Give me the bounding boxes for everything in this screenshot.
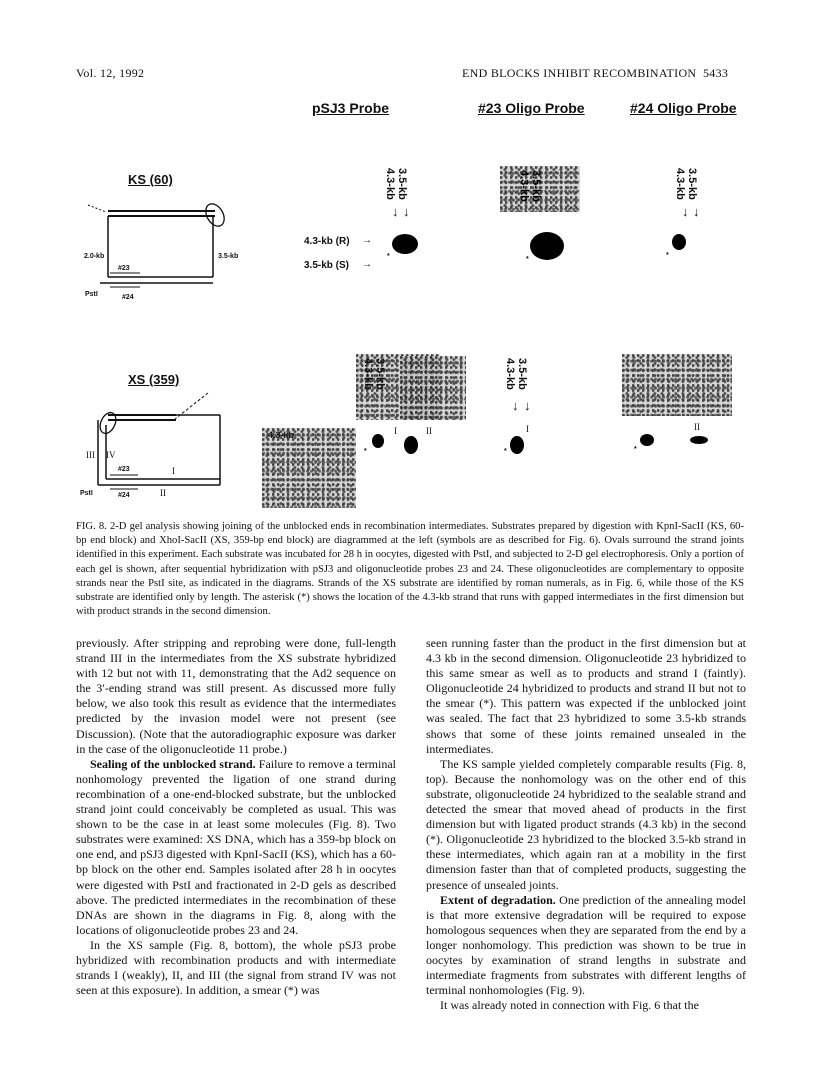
paragraph-text: Failure to remove a terminal nonhomology prevented the ligation of one strand during recombination of a one-end-blocked substrate, but the unblocked strand joint could conceivably be completed as usual. This was shown to be the case in at least some molecules (Fig. 8). Two substrates were examined: XS DNA, which has a 359-bp block on one end, and pSJ3 digested with KpnI-SacII (KS), which has a 60-bp block on the other end. Samples isolated after 28 h in oocytes were digested with PstI and fractionated in 2-D gels as described above. The predicted intermediates in the recombination of these DNAs are shown in the diagrams in Fig. 8, along with the locations of oligonucleotide probes 23 and 24. xyxy=(76,756,397,937)
page-number: 5433 xyxy=(703,66,729,80)
asterisk-marker: * xyxy=(364,448,367,455)
paragraph-text: One prediction of the annealing model is that more extensive degradation will be required to expose homologous sequences when they are separated from the end by a longer nonhomology. This prediction was shown to be true in oocytes by examination of strand lengths in substrate and intermediate fragments from substrates with different lengths of terminal nonhomologies (Fig. 9). xyxy=(426,892,746,998)
figure-caption: FIG. 8. 2-D gel analysis showing joining of the unblocked ends in recombination intermediates. Substrates prepared by digestion with KpnI-SacII (KS, 60-bp end block) and XhoI-SacII (XS, 359-bp end block) are diagrammed at the left (symbols are as described for Fig. 6). Ovals surround the strand joints identified in this experiment. Each substrate was incubated for 28 h in oocytes, digested with PstI, and subjected to 2-D gel electrophoresis. Only a portion of each gel is shown, after sequential hybridization with pSJ3 and oligonucleotide probes 23 and 24. These oligonucleotides are complementary to opposite strands near the PstI site, as indicated in the diagrams. Strands of the XS substrate are identified by roman numerals, as in Fig. 6, while those of the KS substrate are identified only by length. The asterisk (*) shows the location of the 4.3-kb strand that runs with gapped intermediates in the first dimension but with product strands in the second dimension. xyxy=(76,521,744,618)
xs-strand-iv-label: IV xyxy=(106,450,116,460)
gel-smear-oligo24-xs xyxy=(622,354,732,416)
spot-tag-i-oligo23: I xyxy=(526,424,529,434)
gel-spot-oligo23-xs xyxy=(510,436,524,454)
paragraph: seen running faster than the product in the first dimension but at 4.3 kb in the second dimension. Oligonucleotide 23 hybridized to this same smear as well as to products and strand I (faintly). Oligonucleotide 24 hybridized to products and strand II but not to the smear (*). This pattern was expected if the unblocked joint was sealed. The fact that 23 hybridized to some 3.5-kb strands shows that some of these joints remained unsealed in the intermediates. xyxy=(426,636,746,756)
paragraph: It was already noted in connection with Fig. 6 that the xyxy=(440,998,699,1013)
gel-spot-oligo24-xs-right xyxy=(690,436,708,444)
xs-substrate-diagram xyxy=(80,385,260,505)
running-header-volume: Vol. 12, 1992 xyxy=(76,66,145,80)
size-mark-35-psj3-top: 3.5-kb xyxy=(396,168,408,200)
running-header-title: END BLOCKS INHIBIT RECOMBINATION xyxy=(462,66,697,80)
xs-strand-i-label: I xyxy=(172,466,175,476)
probe-heading-oligo23: #23 Oligo Probe xyxy=(478,100,585,116)
xs-strand-ii-label: II xyxy=(160,488,166,498)
bottom-smear-size-label: 4.3-kb xyxy=(268,430,295,440)
size-mark-43-oligo24-top: 4.3-kb xyxy=(674,168,686,200)
xs-strand-iii-label: III xyxy=(86,450,95,460)
arrow-down-icon: ↓ xyxy=(682,204,689,219)
gel-spot-psj3-ks xyxy=(392,234,418,254)
asterisk-marker: * xyxy=(387,253,390,260)
arrow-down-icon: ↓ xyxy=(512,398,519,413)
ks-diagram-title: KS (60) xyxy=(128,172,173,187)
ks-oligo24-label: #24 xyxy=(122,294,134,301)
gel-smear-psj3-xs-right xyxy=(400,356,466,420)
spot-label-r: 4.3-kb (R) xyxy=(304,236,350,247)
ks-oligo23-label: #23 xyxy=(118,265,130,272)
xs-psti-label: PstI xyxy=(80,490,93,497)
asterisk-marker: * xyxy=(526,256,529,263)
paragraph: The KS sample yielded completely comparable results (Fig. 8, top). Because the nonhomology was on the other end of this substrate, oligonucleotide 24 hybridized to the sealable strand and detected the smear that moved ahead of products in the first dimension but with ligated product strands (4.3 kb) in the second (*). Oligonucleotide 23 hybridized to the blocked 3.5-kb strand in these intermediates, which again ran at a mobility in the first dimension faster than that of completed products, suggesting the presence of unsealed joints. xyxy=(426,756,746,892)
spot-tag-ii: II xyxy=(426,426,432,436)
arrow-right-icon: → xyxy=(362,235,372,246)
size-mark-43-oligo23-top: 4.3-kb xyxy=(518,170,530,202)
paragraph: In the XS sample (Fig. 8, bottom), the whole pSJ3 probe hybridized with recombination products and with intermediate strands I (weakly), II, and III (the signal from strand IV was not seen at this exposure). In addition, a smear (*) was xyxy=(76,937,396,998)
size-mark-43-psj3-top: 4.3-kb xyxy=(384,168,396,200)
size-mark-35-oligo24-top: 3.5-kb xyxy=(686,168,698,200)
ks-right-size-label: 3.5-kb xyxy=(218,253,239,260)
paragraph: previously. After stripping and reprobing were done, full-length strand III in the intermediates from the XS substrate hybridized with 12 but not with 11, demonstrating that the Ad2 sequence on the 3′-ending strand was still present. As discussed more fully below, we also took this result as evidence that the intermediates predicted by the invasion model were not present (see Discussion). (Note that the autoradiographic exposure was darker in the case of the oligonucleotide 11 probe.) xyxy=(76,636,396,756)
spot-tag-i: I xyxy=(394,426,397,436)
gel-smear-psj3-xs-lower xyxy=(262,428,356,508)
paragraph xyxy=(76,757,396,938)
section-heading: Sealing of the unblocked strand. xyxy=(90,756,256,771)
asterisk-marker: * xyxy=(634,446,637,453)
right-column xyxy=(426,636,746,1013)
arrow-down-icon: ↓ xyxy=(524,398,531,413)
section-heading: Extent of degradation. xyxy=(440,892,556,907)
left-column xyxy=(76,636,396,998)
asterisk-marker: * xyxy=(504,448,507,455)
probe-heading-oligo24: #24 Oligo Probe xyxy=(630,100,737,116)
probe-heading-psj3: pSJ3 Probe xyxy=(312,100,390,116)
spot-label-s: 3.5-kb (S) xyxy=(304,260,350,271)
arrow-down-icon: ↓ xyxy=(392,204,399,219)
arrow-down-icon: ↓ xyxy=(693,204,700,219)
xs-oligo24-label: #24 xyxy=(118,492,130,499)
size-mark-35-oligo23-top: 3.5-kb xyxy=(530,170,542,202)
gel-spot-oligo24-ks xyxy=(672,234,686,250)
ks-psti-label: PstI xyxy=(85,291,98,298)
gel-spot-psj3-xs-ii xyxy=(404,436,418,454)
ks-left-size-label: 2.0-kb xyxy=(84,253,105,260)
paragraph xyxy=(426,893,746,999)
gel-spot-oligo24-xs-left xyxy=(640,434,654,446)
xs-oligo23-label: #23 xyxy=(118,466,130,473)
arrow-down-icon: ↓ xyxy=(403,204,410,219)
asterisk-marker: * xyxy=(666,252,669,259)
size-mark-43-psj3-bottom: 4.3-kb xyxy=(362,358,374,390)
size-mark-35-oligo23-bottom: 3.5-kb xyxy=(516,358,528,390)
gel-spot-psj3-xs-i xyxy=(372,434,384,448)
xs-diagram-title: XS (359) xyxy=(128,372,180,387)
size-mark-35-psj3-bottom: 3.5-kb xyxy=(374,358,386,390)
gel-spot-oligo23-ks xyxy=(530,232,564,260)
ks-substrate-diagram xyxy=(80,195,260,305)
spot-tag-ii-oligo24: II xyxy=(694,422,700,432)
arrow-right-icon: → xyxy=(362,259,372,270)
size-mark-43-oligo23-bottom: 4.3-kb xyxy=(504,358,516,390)
